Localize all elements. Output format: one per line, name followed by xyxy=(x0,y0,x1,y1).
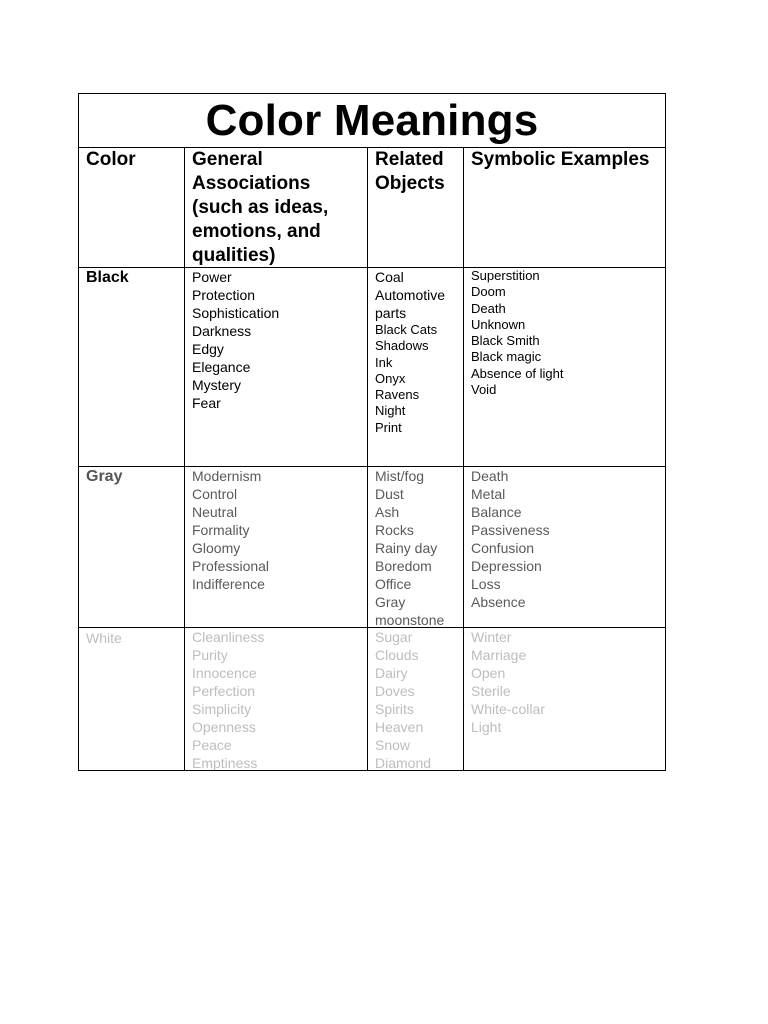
table-row-white xyxy=(79,628,665,770)
associations-list: Modernism Control Neutral Formality Gloomy Professional Indifference xyxy=(192,468,270,592)
color-name: White xyxy=(86,630,122,646)
symbolic-cell xyxy=(463,628,665,770)
associations-list: Power Protection Sophistication Darkness Edgy Elegance Mystery Fear xyxy=(192,269,280,411)
header-color: Color xyxy=(86,149,136,170)
table-grid xyxy=(79,148,665,770)
associations-cell xyxy=(184,268,367,466)
symbolic-cell xyxy=(463,467,665,627)
associations-cell xyxy=(184,467,367,627)
associations-cell xyxy=(184,628,367,770)
objects-cell xyxy=(367,467,463,627)
color-name: Gray xyxy=(86,468,123,485)
header-row xyxy=(79,148,665,268)
table-title: Color Meanings xyxy=(79,94,665,148)
objects-list: Mist/fog Dust Ash Rocks Rainy day Boredom Office Gray moonstone xyxy=(375,468,445,627)
color-name: Black xyxy=(86,269,129,286)
objects-cell xyxy=(367,268,463,466)
objects-list-b: Black Cats Shadows Ink Onyx Ravens Night Print xyxy=(375,322,438,435)
header-objects: Related Objects xyxy=(367,148,463,267)
table-row-gray xyxy=(79,467,665,628)
header-associations: General Associations (such as ideas, emotions, and qualities) xyxy=(184,148,367,267)
table-row-black xyxy=(79,268,665,467)
symbolic-list: Death Metal Balance Passiveness Confusion Depression Loss Absence xyxy=(471,468,550,610)
objects-cell xyxy=(367,628,463,770)
symbolic-list: Winter Marriage Open Sterile White-collar Light xyxy=(471,629,545,735)
objects-list: Sugar Clouds Dairy Doves Spirits Heaven Snow Diamond xyxy=(375,629,432,770)
symbolic-list: Superstition Doom Death Unknown Black Smith Black magic Absence of light Void xyxy=(471,268,564,398)
header-symbolic: Symbolic Examples xyxy=(463,148,665,267)
objects-list-a: Coal Automotive parts xyxy=(375,269,446,321)
symbolic-cell xyxy=(463,268,665,466)
color-meanings-table xyxy=(78,93,666,771)
associations-list: Cleanliness Purity Innocence Perfection Simplicity Openness Peace Emptiness xyxy=(192,629,265,770)
